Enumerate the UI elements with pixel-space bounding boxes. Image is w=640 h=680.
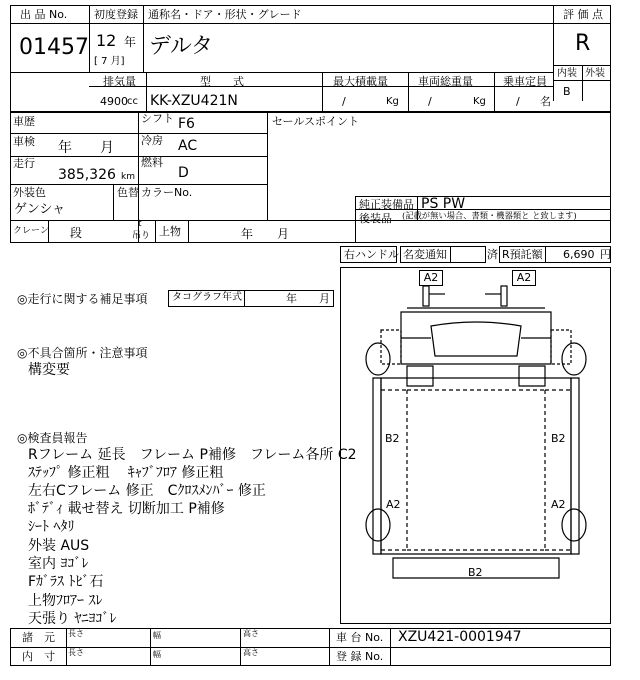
- driving-notes-label: ◎走行に関する補足事項: [17, 292, 148, 306]
- rhd-label: 右ハンドル: [344, 248, 399, 261]
- gross-weight-label: 車両総重量: [418, 75, 473, 88]
- damage-mark-rear-left: A2: [386, 498, 401, 511]
- capacity: /: [516, 95, 520, 108]
- car-name: デルタ: [149, 34, 214, 59]
- exterior-grade-label: 外装: [585, 68, 605, 79]
- crane-hang: 吊り: [132, 231, 151, 241]
- displacement-unit: cc: [127, 96, 138, 107]
- model-code: KK-XZU421N: [150, 93, 238, 109]
- inspector-line: ｼｰﾄ ﾍﾀﾘ: [28, 519, 75, 535]
- inspector-line: 室内 ﾖｺﾞﾚ: [28, 556, 89, 572]
- inspector-line: 上物ﾌﾛｱｰ ｽﾚ: [28, 593, 103, 609]
- sales-point-label: セールスポイント: [272, 115, 360, 128]
- inspection-label: 車検: [13, 135, 35, 148]
- interior-grade-label: 内装: [557, 68, 577, 79]
- lot-number-label: 出 品 No.: [20, 8, 68, 21]
- name-change-label: 名変通知: [403, 248, 447, 261]
- inspection-value: 年 月: [58, 140, 114, 156]
- capacity-unit: 名: [540, 95, 551, 108]
- rhd-box: [340, 246, 397, 263]
- color-change-label: 色替: [117, 186, 139, 199]
- recycle-fee-label: R預託額: [502, 248, 543, 261]
- tachograph-label: タコグラフ年式: [172, 292, 242, 303]
- dimensions-label: 諸 元: [22, 631, 55, 644]
- max-load-unit: Kg: [386, 96, 399, 107]
- defects-label: ◎不具合箇所・注意事項: [17, 346, 148, 360]
- shift-value: F6: [178, 116, 195, 132]
- mileage-unit: km: [121, 172, 135, 182]
- lot-number: 01457: [19, 35, 89, 60]
- deregistered-label: 済: [487, 248, 498, 261]
- aftermarket-note: (記載が無い場合、書類・機器類と と致します): [402, 212, 577, 222]
- gross-weight: /: [428, 95, 432, 108]
- crane-tonnage: t: [138, 219, 142, 229]
- year-unit: 年: [124, 35, 137, 49]
- height-label: 高さ: [243, 629, 259, 638]
- inner-dimensions-label: 内 寸: [22, 650, 55, 663]
- fuel-value: D: [178, 165, 189, 181]
- displacement-label: 排気量: [103, 75, 136, 88]
- capacity-label: 乗車定員: [503, 75, 547, 88]
- registration-number-label: 登 録 No.: [336, 650, 384, 663]
- grade-label: 評 価 点: [563, 8, 603, 21]
- damage-mark-rear: B2: [468, 566, 483, 579]
- mileage-label: 走行: [13, 157, 35, 170]
- crane-label: クレーン: [13, 226, 49, 236]
- first-registration-year: 12: [96, 31, 117, 50]
- length-label: 長さ: [68, 629, 84, 638]
- recycle-fee-unit: 円: [600, 248, 611, 261]
- damage-mark-rear-right: A2: [551, 498, 566, 511]
- shift-label: シフト: [141, 112, 174, 125]
- width-label: 幅: [153, 631, 161, 640]
- first-registration-month: [ 7 月]: [94, 56, 125, 67]
- damage-mark-right-side: B2: [551, 432, 566, 445]
- recycle-fee-value: 6,690: [563, 248, 595, 261]
- inspector-line: 天張り ﾔﾆﾖｺﾞﾚ: [28, 611, 117, 627]
- gross-weight-unit: Kg: [473, 96, 486, 107]
- inner-height-label: 高さ: [243, 648, 259, 657]
- damage-mark-front-right: A2: [512, 270, 536, 286]
- inspector-report-label: ◎検査員報告: [17, 431, 88, 445]
- inspector-line: Rフレーム 延長 フレーム P補修 フレーム各所 C2: [28, 447, 357, 463]
- color-code-label: カラーNo.: [141, 186, 193, 199]
- body-label: 上物: [159, 225, 181, 238]
- fuel-label: 燃料: [141, 156, 163, 169]
- aircon-value: AC: [178, 138, 198, 154]
- inspector-line: Fｶﾞﾗｽ ﾄﾋﾞ石: [28, 574, 104, 590]
- displacement: 4900: [100, 95, 128, 108]
- inspector-line: 左右Cフレーム 修正 Cｸﾛｽﾒﾝﾊﾞｰ 修正: [28, 483, 266, 499]
- inner-width-label: 幅: [153, 650, 161, 659]
- chassis-number: XZU421-0001947: [398, 629, 522, 645]
- mileage-value: 385,326: [58, 167, 116, 183]
- exterior-color-label: 外装色: [13, 186, 46, 199]
- inner-length-label: 長さ: [68, 648, 84, 657]
- standard-equipment-label: 純正装備品: [359, 198, 414, 211]
- overall-grade: R: [575, 31, 591, 56]
- body-value: 年 月: [241, 227, 290, 241]
- chassis-number-label: 車 台 No.: [336, 631, 384, 644]
- max-load: /: [342, 95, 346, 108]
- history-label: 車歴: [13, 115, 35, 128]
- crane-steps: 段: [70, 226, 83, 240]
- max-load-label: 最大積載量: [333, 75, 388, 88]
- damage-mark-front-left: A2: [419, 270, 443, 286]
- model-label: 型 式: [200, 75, 244, 88]
- damage-mark-left-side: B2: [385, 432, 400, 445]
- inspector-line: ﾎﾞﾃﾞｨ 載せ替え 切断加工 P補修: [28, 501, 225, 517]
- exterior-color: ゲンシャ: [14, 202, 66, 217]
- car-name-label: 通称名・ドア・形状・グレード: [148, 8, 302, 21]
- tachograph-value: 年 月: [286, 292, 330, 305]
- inspector-line: 外装 AUS: [28, 538, 90, 554]
- standard-equipment: PS PW: [421, 196, 466, 212]
- defect-item: 構変要: [28, 362, 70, 378]
- first-registration-label: 初度登録: [94, 8, 138, 21]
- aircon-label: 冷房: [141, 134, 163, 147]
- inspector-line: ｽﾃｯﾌﾟ 修正粗 ｷｬﾌﾞﾌﾛｱ 修正粗: [28, 465, 224, 481]
- aftermarket-label: 後装品: [359, 212, 392, 225]
- interior-grade: B: [563, 85, 571, 98]
